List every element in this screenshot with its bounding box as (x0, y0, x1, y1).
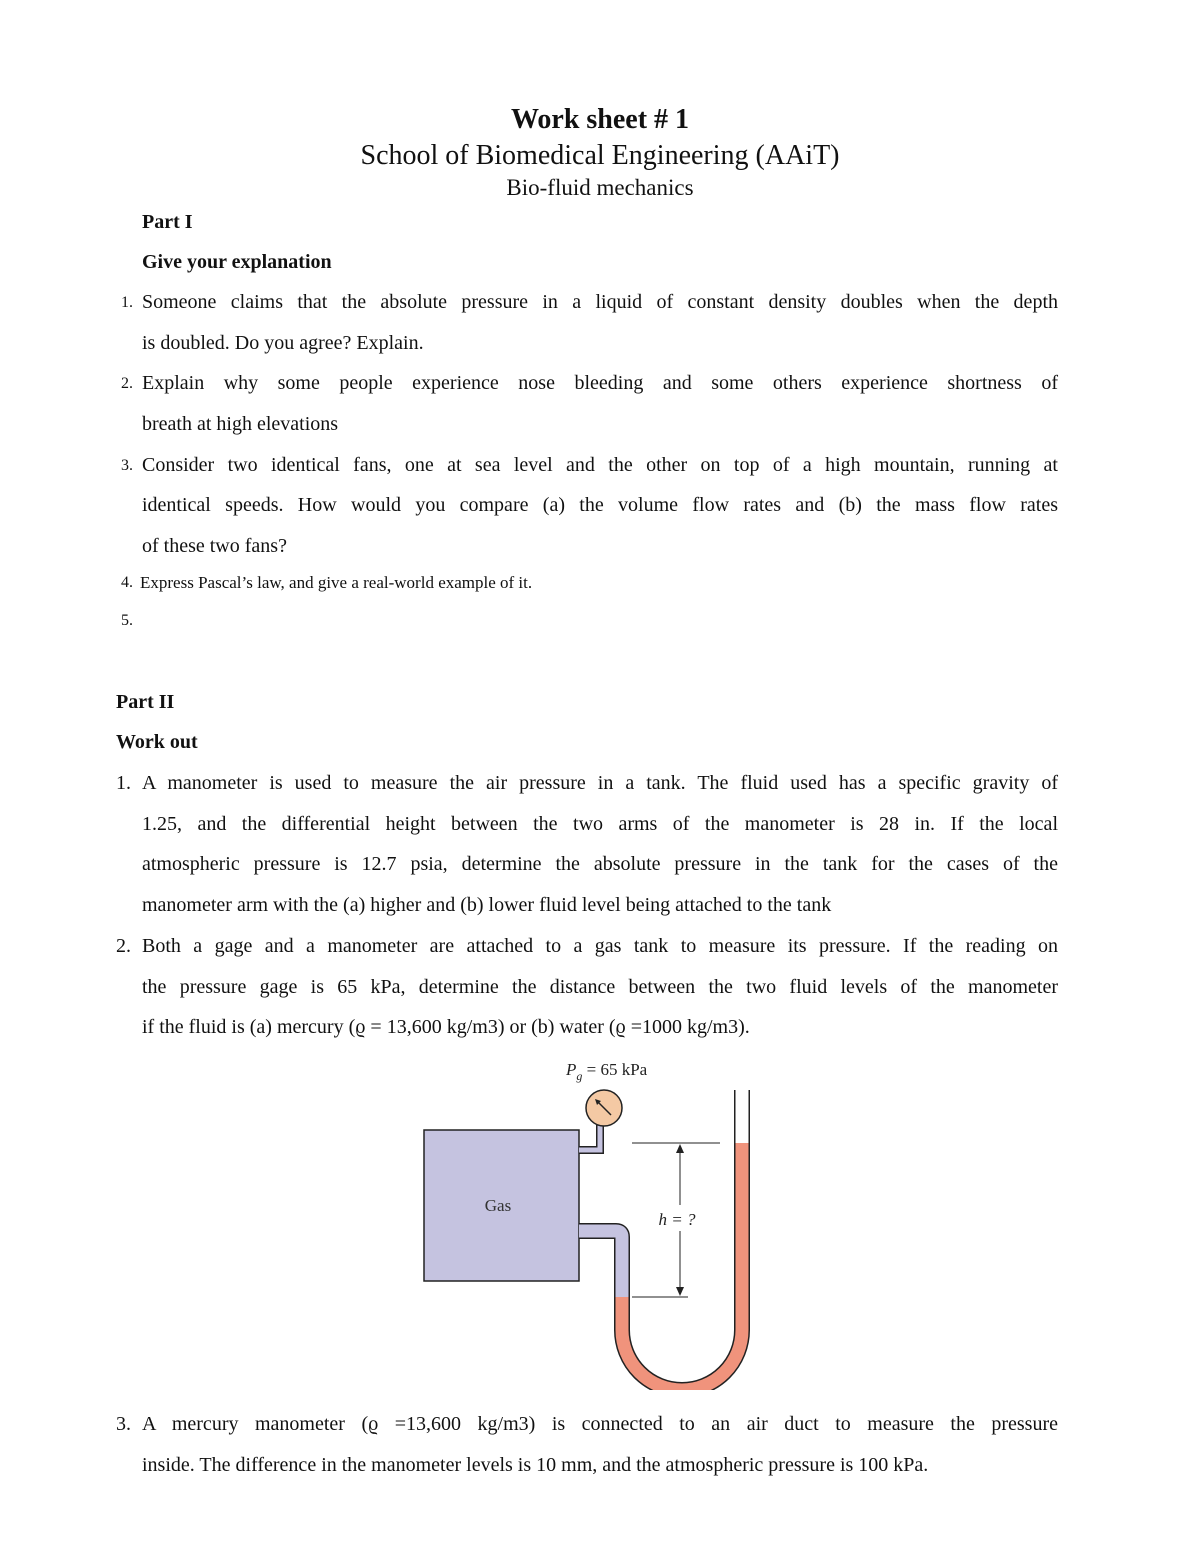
manometer-figure (420, 1055, 770, 1390)
question-number: 3. (116, 1413, 131, 1435)
course-name: Bio-fluid mechanics (506, 175, 694, 200)
gauge-label-p: P (566, 1060, 577, 1079)
question-number: 1. (116, 772, 131, 794)
school-name: School of Biomedical Engineering (AAiT) (360, 140, 840, 171)
gauge-label-rest: = 65 kPa (582, 1060, 648, 1079)
question-line: 1.25, and the differential height between the two arms of the manometer is 28 in. If the local (142, 813, 1058, 835)
worksheet-title: Work sheet # 1 (510, 104, 690, 135)
question-number: 1. (121, 294, 133, 311)
question-number: 5. (121, 612, 133, 629)
question-line: manometer arm with the (a) higher and (b) lower fluid level being attached to the tank (142, 894, 832, 916)
question-line: Express Pascal’s law, and give a real-world example of it. (140, 573, 533, 592)
question-line: of these two fans? (142, 535, 287, 557)
question-line: is doubled. Do you agree? Explain. (142, 332, 424, 354)
question-line: if the fluid is (a) mercury (ϱ = 13,600 kg/m3) or (b) water (ϱ =1000 kg/m3). (142, 1016, 750, 1038)
question-line: A manometer is used to measure the air pressure in a tank. The fluid used has a specific gravity of (142, 772, 1058, 794)
question-number: 2. (121, 375, 133, 392)
height-arrowhead-top (676, 1144, 684, 1153)
height-label: h = ? (658, 1210, 696, 1229)
question-line: A mercury manometer (ϱ =13,600 kg/m3) is connected to an air duct to measure the pressure (142, 1413, 1058, 1435)
question-line: Explain why some people experience nose bleeding and some others experience shortness of (142, 372, 1058, 394)
part2-subheading: Work out (116, 731, 198, 753)
question-number: 3. (121, 457, 133, 474)
question-line: identical speeds. How would you compare (a) the volume flow rates and (b) the mass flow rates (142, 494, 1058, 516)
gas-label: Gas (484, 1196, 512, 1215)
part2-heading: Part II (116, 691, 175, 713)
question-line: breath at high elevations (142, 413, 339, 435)
part1-subheading: Give your explanation (142, 251, 332, 273)
gauge-label (565, 1060, 648, 1083)
question-line: atmospheric pressure is 12.7 psia, determine the absolute pressure in the tank for the cases of the (142, 853, 1058, 875)
question-line: Both a gage and a manometer are attached to a gas tank to measure its pressure. If the reading on (142, 935, 1058, 957)
question-line: Consider two identical fans, one at sea level and the other on top of a high mountain, running at (142, 454, 1058, 476)
question-line: inside. The difference in the manometer levels is 10 mm, and the atmospheric pressure is 100 kPa. (142, 1454, 929, 1476)
part1-heading: Part I (142, 211, 193, 233)
gauge-pipe-outline (579, 1125, 600, 1150)
gauge-label-sub: g (576, 1069, 583, 1083)
height-arrowhead-bottom (676, 1287, 684, 1296)
manometer-diagram (420, 1055, 770, 1390)
question-line: Someone claims that the absolute pressure in a liquid of constant density doubles when the depth (142, 291, 1058, 313)
question-number: 4. (121, 574, 133, 591)
question-line: the pressure gage is 65 kPa, determine the distance between the two fluid levels of the manometer (142, 976, 1058, 998)
u-tube-fluid (622, 1143, 742, 1390)
u-tube-gas (579, 1231, 622, 1297)
question-number: 2. (116, 935, 131, 957)
